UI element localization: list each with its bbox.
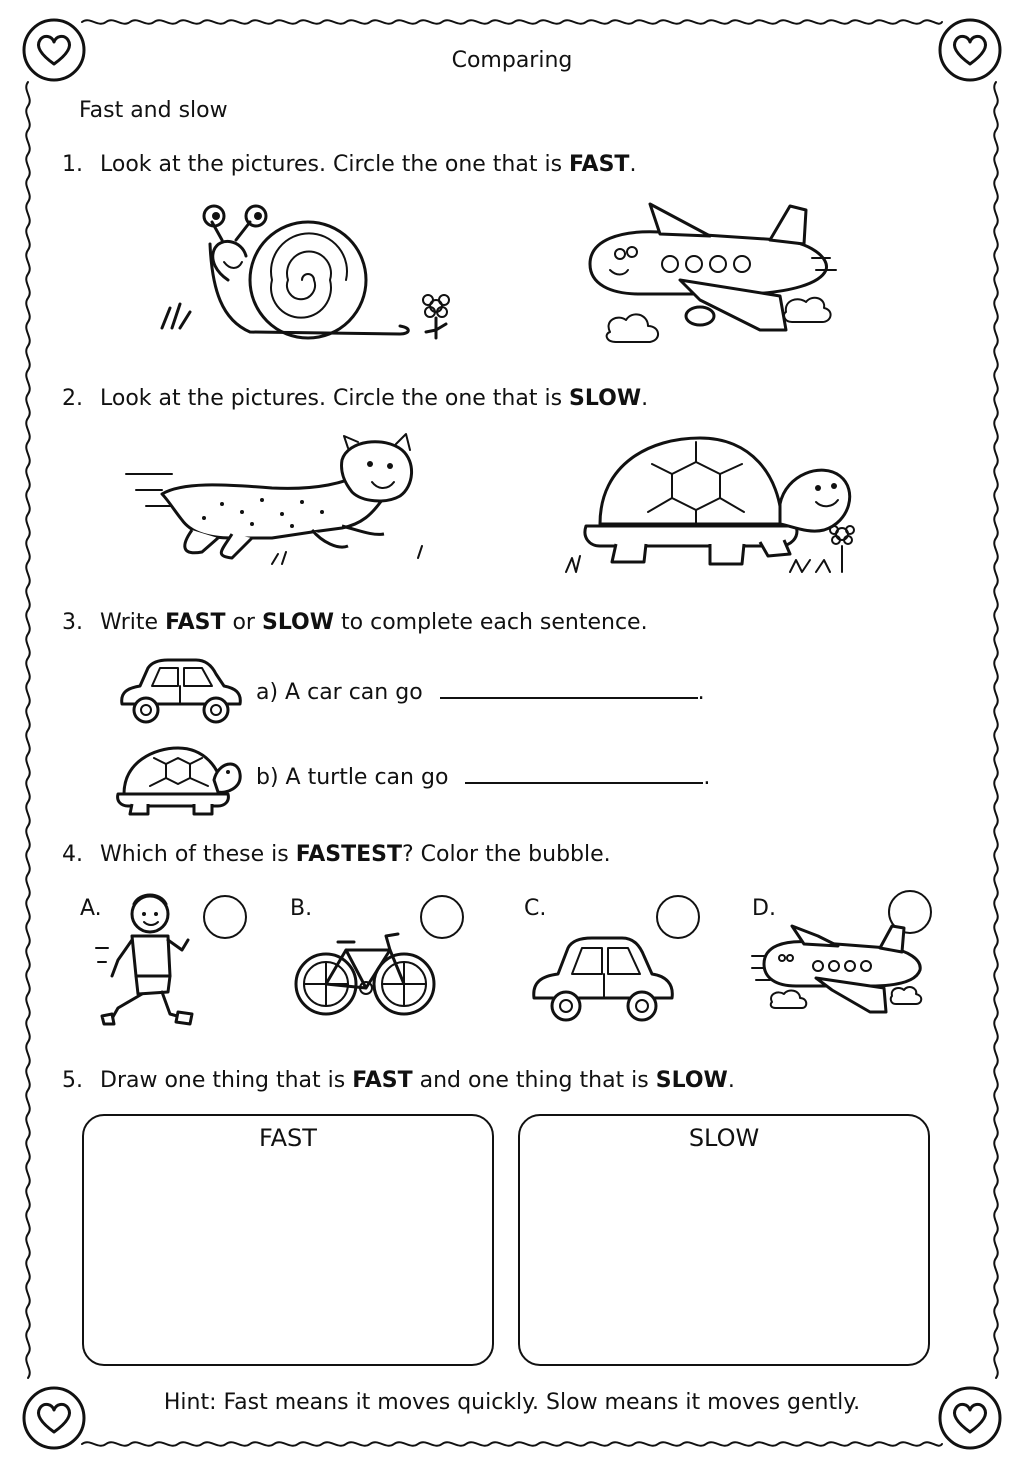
question-keyword: FAST	[352, 1068, 413, 1093]
question-4	[62, 842, 611, 867]
car-icon	[116, 658, 244, 728]
question-number: 2.	[62, 386, 83, 411]
snail-icon[interactable]	[150, 200, 470, 350]
question-text-mid: or	[225, 610, 262, 635]
turtle-icon[interactable]	[560, 434, 870, 584]
question-text: Draw one thing that is	[100, 1068, 353, 1093]
question-keyword: FASTEST	[295, 842, 402, 867]
question-text: Which of these is	[100, 842, 296, 867]
slow-drawing-box[interactable]	[518, 1114, 930, 1366]
question-5	[62, 1068, 735, 1093]
airplane-icon[interactable]	[752, 920, 932, 1024]
option-b-letter: B.	[290, 896, 313, 921]
question-1	[62, 152, 636, 177]
sentence-text: b) A turtle can go	[256, 765, 449, 790]
question-end: ? Color the bubble.	[401, 842, 611, 867]
hint-text: Hint: Fast means it moves quickly. Slow means it moves gently.	[163, 1390, 861, 1415]
question-keyword: FAST	[165, 610, 226, 635]
cheetah-icon[interactable]	[122, 434, 442, 584]
option-c-letter: C.	[524, 896, 547, 921]
bicycle-icon[interactable]	[294, 930, 438, 1020]
question-number: 5.	[62, 1068, 83, 1093]
question-end: .	[629, 152, 637, 177]
car-icon[interactable]	[530, 936, 676, 1028]
question-keyword: FAST	[569, 152, 630, 177]
sentence-text: a) A car can go	[256, 680, 423, 705]
answer-blank[interactable]	[465, 778, 703, 784]
question-text: Look at the pictures. Circle the one that is	[100, 386, 570, 411]
answer-blank[interactable]	[440, 693, 698, 699]
turtle-icon	[114, 744, 238, 814]
question-text-mid: and one thing that is	[412, 1068, 656, 1093]
box-label: FAST	[259, 1124, 317, 1152]
page-title: Comparing	[451, 48, 573, 73]
question-keyword: SLOW	[569, 386, 642, 411]
sentence-b	[256, 765, 710, 790]
sentence-end: .	[697, 680, 705, 705]
question-2	[62, 386, 648, 411]
question-3	[62, 610, 648, 635]
sentence-a	[256, 680, 705, 705]
airplane-icon[interactable]	[580, 200, 850, 350]
running-boy-icon[interactable]	[96, 890, 196, 1032]
question-number: 4.	[62, 842, 83, 867]
question-text: Look at the pictures. Circle the one that is	[100, 152, 570, 177]
box-label: SLOW	[688, 1124, 760, 1152]
question-end: .	[641, 386, 649, 411]
question-keyword-2: SLOW	[261, 610, 335, 635]
question-number: 3.	[62, 610, 83, 635]
question-end: to complete each sentence.	[334, 610, 648, 635]
question-keyword-2: SLOW	[655, 1068, 728, 1093]
sentence-end: .	[703, 765, 711, 790]
question-text: Write	[100, 610, 166, 635]
option-a-bubble[interactable]	[203, 895, 247, 939]
question-end: .	[727, 1068, 735, 1093]
page-subtitle: Fast and slow	[79, 98, 228, 123]
fast-drawing-box[interactable]	[82, 1114, 494, 1366]
option-a-letter: A.	[80, 896, 102, 921]
option-d-letter: D.	[752, 896, 776, 921]
question-number: 1.	[62, 152, 83, 177]
option-c-bubble[interactable]	[656, 895, 700, 939]
